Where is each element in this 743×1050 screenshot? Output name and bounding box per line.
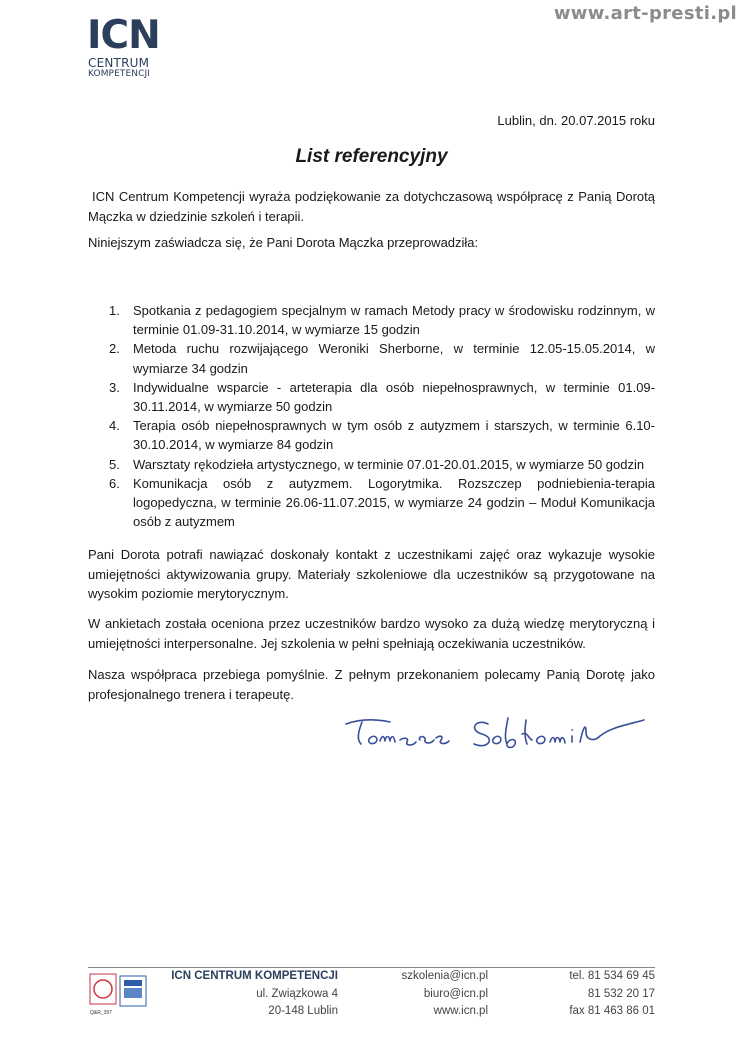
footer-org-name: ICN CENTRUM KOMPETENCJI — [171, 970, 338, 982]
logo-line1: CENTRUM — [88, 56, 150, 70]
list-item — [88, 301, 655, 339]
list-item-number: 4. — [109, 418, 120, 434]
footer-contact-web — [340, 968, 488, 1021]
list-item-number: 1. — [109, 303, 120, 318]
paragraph-thanks: ICN Centrum Kompetencji wyraża podziękowanie za dotychczasową współpracę z Panią Dorotą Mączka w dziedzinie szkoleń i terapii. — [88, 189, 655, 224]
footer-city: 20-148 Lublin — [268, 1005, 338, 1017]
footer-website[interactable]: www.icn.pl — [433, 1005, 488, 1017]
document-title: List referencyjny — [295, 146, 448, 167]
footer-email-office[interactable]: biuro@icn.pl — [423, 987, 488, 1000]
date-line: Lublin, dn. 20.07.2015 roku — [497, 113, 655, 128]
paragraph-recommend: Nasza współpraca przebiega pomyślnie. Z pełnym przekonaniem polecamy Panią Dorotę jako profesjonalnego trenera i terapeutę. — [88, 667, 655, 702]
logo-name: ICN — [87, 13, 160, 58]
list-item — [88, 416, 655, 454]
footer-tel: tel. 81 534 69 45 — [569, 970, 655, 982]
footer-contact-phone — [520, 968, 655, 1021]
site-watermark: www.art-presti.pl — [553, 3, 737, 24]
list-item-text: Spotkania z pedagogiem specjalnym w ramach Metody pracy w środowisku rodzinnym, w terminie 01.09-31.10.2014, w wymiarze 15 godzin — [133, 303, 655, 338]
paragraph-rating: W ankietach została oceniona przez uczestników bardzo wysoko za dużą wiedzę merytoryczną i umiejętności interpersonalne. Jej szkolenia w pełni spełniają oczekiwania uczestników. — [88, 616, 655, 651]
list-item-number: 6. — [109, 475, 120, 491]
paragraph-intro: Niniejszym zaświadcza się, że Pani Dorota Mączka przeprowadziła: — [88, 235, 479, 250]
list-item — [88, 474, 655, 532]
services-list — [88, 301, 655, 531]
list-item — [88, 455, 655, 474]
footer-fax: fax 81 463 86 01 — [569, 1005, 655, 1017]
handwritten-signature — [340, 708, 650, 758]
paragraph-contact: Pani Dorota potrafi nawiązać doskonały kontakt z uczestnikami zajęć oraz wykazuje wysokie umiejętności aktywizowania grupy. Materiały szkoleniowe dla uczestników są przygotowane na wysokim poziomie merytorycznym. — [88, 547, 655, 601]
list-item — [88, 378, 655, 416]
footer-email-training[interactable]: szkolenia@icn.pl — [401, 970, 488, 982]
list-item-number: 3. — [109, 379, 120, 395]
list-item-text: Warsztaty rękodzieła artystycznego, w terminie 07.01-20.01.2015, w wymiarze 50 godzin — [133, 456, 645, 472]
list-item — [88, 339, 655, 377]
footer-street: ul. Związkowa 4 — [256, 987, 338, 1000]
list-item-text: Terapia osób niepełnosprawnych w tym osób z autyzmem i starszych, w terminie 6.10-30.10.2014, w wymiarze 84 godzin — [133, 418, 655, 453]
list-item-number: 5. — [109, 456, 120, 472]
list-item-number: 2. — [109, 341, 120, 357]
footer-address — [150, 968, 338, 1021]
list-item-text: Komunikacja osób z autyzmem. Logorytmika. Rozszczep podniebienia-terapia logopedyczna, w terminie 26.06-11.07.2015, w wymiarze 24 godzin – Moduł Komunikacja osób z autyzmem — [133, 475, 655, 530]
certification-logos — [89, 973, 149, 1017]
list-item-text: Indywidualne wsparcie - arteterapia dla osób niepełnosprawnych, w terminie 01.09-30.11.2014, w wymiarze 50 godzin — [133, 379, 655, 415]
cert-label: Q&R_397 — [90, 1010, 112, 1016]
logo-line2: KOMPETENCJI — [88, 69, 150, 79]
list-item-text: Metoda ruchu rozwijającego Weroniki Sherborne, w terminie 12.05-15.05.2014, w wymiarze 34 godzin — [133, 341, 655, 376]
footer-tel2: 81 532 20 17 — [587, 987, 655, 1000]
pca-seal-icon — [124, 988, 142, 998]
